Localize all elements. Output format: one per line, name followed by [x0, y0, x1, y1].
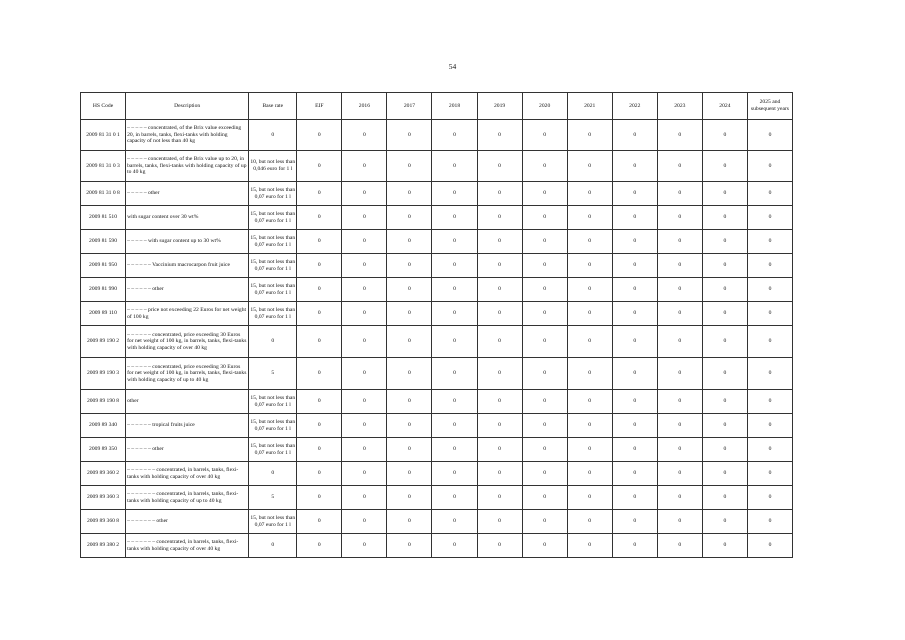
rate-cell: 0 — [657, 230, 702, 254]
rate-cell: 0 — [342, 182, 387, 206]
rate-cell: 0 — [477, 534, 522, 558]
rate-cell: 0 — [522, 278, 567, 302]
rate-cell: 0 — [387, 534, 432, 558]
rate-cell: 0 — [387, 486, 432, 510]
table-row — [81, 438, 793, 462]
table-row — [81, 151, 793, 182]
rate-cell: 0 — [612, 486, 657, 510]
rate-cell: 0 — [657, 254, 702, 278]
rate-cell: 0 — [657, 462, 702, 486]
rate-cell: 0 — [747, 254, 792, 278]
description-cell: other — [126, 390, 249, 414]
table-row — [81, 326, 793, 358]
rate-cell: 0 — [477, 302, 522, 326]
rate-cell: 0 — [387, 302, 432, 326]
rate-cell: 0 — [747, 206, 792, 230]
rate-cell: 0 — [747, 182, 792, 206]
rate-cell: 0 — [657, 414, 702, 438]
rate-cell: 0 — [702, 438, 747, 462]
rate-cell: 0 — [522, 230, 567, 254]
rate-cell: 0 — [297, 278, 342, 302]
rate-cell: 0 — [612, 326, 657, 358]
rate-cell: 0 — [432, 462, 477, 486]
rate-cell: 0 — [522, 206, 567, 230]
rate-cell: 0 — [477, 462, 522, 486]
rate-cell: 0 — [657, 206, 702, 230]
hs-code-cell: 2009 81 31 0 1 — [81, 120, 126, 151]
rate-cell: 0 — [342, 151, 387, 182]
rate-cell: 0 — [432, 182, 477, 206]
rate-cell: 0 — [612, 414, 657, 438]
rate-cell: 0 — [567, 462, 612, 486]
rate-cell: 0 — [387, 462, 432, 486]
column-header: HS Code — [81, 93, 126, 120]
rate-cell: 0 — [567, 120, 612, 151]
rate-cell: 0 — [477, 390, 522, 414]
rate-cell: 0 — [567, 358, 612, 390]
rate-cell: 0 — [567, 230, 612, 254]
rate-cell: 0 — [612, 206, 657, 230]
rate-cell: 0 — [342, 120, 387, 151]
rate-cell: 0 — [297, 302, 342, 326]
column-header: 2025 and subsequent years — [747, 93, 792, 120]
rate-cell: 0 — [702, 230, 747, 254]
rate-cell: 0 — [297, 510, 342, 534]
rate-cell: 0 — [432, 254, 477, 278]
table-row — [81, 414, 793, 438]
rate-cell: 0 — [387, 254, 432, 278]
hs-code-cell: 2009 81 590 — [81, 230, 126, 254]
description-cell: – – – – – – – concentrated, in barrels, tanks, flexi-tanks with holding capacity of over 40 kg — [126, 534, 249, 558]
rate-cell: 0 — [612, 120, 657, 151]
rate-cell: 0 — [522, 510, 567, 534]
rate-cell: 0 — [342, 302, 387, 326]
rate-cell: 0 — [702, 254, 747, 278]
rate-cell: 0 — [567, 438, 612, 462]
base-rate-cell: 15, but not less than 0,07 euro for 1 l — [249, 230, 297, 254]
base-rate-cell: 0 — [249, 326, 297, 358]
base-rate-cell: 15, but not less than 0,07 euro for 1 l — [249, 278, 297, 302]
hs-code-cell: 2009 89 190 2 — [81, 326, 126, 358]
table-row — [81, 486, 793, 510]
rate-cell: 0 — [297, 120, 342, 151]
description-cell: – – – – – concentrated, of the Brix value up to 20, in barrels, tanks, flexi-tanks with holding capacity of up to 40 kg — [126, 151, 249, 182]
table-row — [81, 230, 793, 254]
rate-cell: 0 — [747, 534, 792, 558]
description-cell: – – – – – – other — [126, 278, 249, 302]
rate-cell: 0 — [432, 230, 477, 254]
rate-cell: 0 — [297, 151, 342, 182]
rate-cell: 0 — [477, 358, 522, 390]
rate-cell: 0 — [612, 230, 657, 254]
rate-cell: 0 — [477, 230, 522, 254]
rate-cell: 0 — [432, 302, 477, 326]
rate-cell: 0 — [657, 182, 702, 206]
rate-cell: 0 — [747, 390, 792, 414]
rate-cell: 0 — [657, 438, 702, 462]
column-header: 2019 — [477, 93, 522, 120]
column-header: 2018 — [432, 93, 477, 120]
rate-cell: 0 — [522, 182, 567, 206]
rate-cell: 0 — [567, 302, 612, 326]
rate-cell: 0 — [657, 302, 702, 326]
table-row — [81, 462, 793, 486]
rate-cell: 0 — [297, 206, 342, 230]
description-cell: – – – – – – – concentrated, in barrels, tanks, flexi-tanks with holding capacity of up to 40 kg — [126, 486, 249, 510]
rate-cell: 0 — [297, 486, 342, 510]
description-cell: – – – – – – other — [126, 438, 249, 462]
rate-cell: 0 — [612, 254, 657, 278]
rate-cell: 0 — [477, 254, 522, 278]
rate-cell: 0 — [702, 486, 747, 510]
rate-cell: 0 — [342, 278, 387, 302]
rate-cell: 0 — [297, 390, 342, 414]
column-header: 2021 — [567, 93, 612, 120]
rate-cell: 0 — [747, 462, 792, 486]
rate-cell: 0 — [387, 414, 432, 438]
rate-cell: 0 — [747, 510, 792, 534]
description-cell: with sugar content over 30 wt% — [126, 206, 249, 230]
rate-cell: 0 — [702, 462, 747, 486]
description-cell: – – – – – other — [126, 182, 249, 206]
rate-cell: 0 — [522, 414, 567, 438]
rate-cell: 0 — [612, 151, 657, 182]
base-rate-cell: 15, but not less than 0,07 euro for 1 l — [249, 414, 297, 438]
hs-code-cell: 2009 89 360 3 — [81, 486, 126, 510]
table-row — [81, 390, 793, 414]
column-header: 2020 — [522, 93, 567, 120]
rate-cell: 0 — [522, 390, 567, 414]
hs-code-cell: 2009 81 950 — [81, 254, 126, 278]
rate-cell: 0 — [342, 510, 387, 534]
rate-cell: 0 — [567, 390, 612, 414]
description-cell: – – – – – – Vaccinium macrocarpon fruit juice — [126, 254, 249, 278]
base-rate-cell: 0 — [249, 534, 297, 558]
rate-cell: 0 — [432, 486, 477, 510]
rate-cell: 0 — [657, 358, 702, 390]
rate-cell: 0 — [612, 182, 657, 206]
rate-cell: 0 — [432, 120, 477, 151]
page-number: 54 — [448, 62, 457, 71]
hs-code-cell: 2009 81 990 — [81, 278, 126, 302]
rate-cell: 0 — [522, 120, 567, 151]
rate-cell: 0 — [747, 230, 792, 254]
base-rate-cell: 5 — [249, 486, 297, 510]
base-rate-cell: 15, but not less than 0,07 euro for 1 l — [249, 302, 297, 326]
rate-cell: 0 — [477, 510, 522, 534]
rate-cell: 0 — [612, 278, 657, 302]
column-header: Base rate — [249, 93, 297, 120]
rate-cell: 0 — [747, 326, 792, 358]
description-cell: – – – – – price not exceeding 22 Euros for net weight of 100 kg — [126, 302, 249, 326]
base-rate-cell: 15, but not less than 0,07 euro for 1 l — [249, 206, 297, 230]
rate-cell: 0 — [747, 151, 792, 182]
rate-cell: 0 — [297, 230, 342, 254]
table-row — [81, 358, 793, 390]
rate-cell: 0 — [342, 390, 387, 414]
rate-cell: 0 — [612, 358, 657, 390]
hs-code-cell: 2009 89 340 — [81, 414, 126, 438]
rate-cell: 0 — [432, 510, 477, 534]
rate-cell: 0 — [747, 414, 792, 438]
column-header: 2022 — [612, 93, 657, 120]
description-cell: – – – – – – tropical fruits juice — [126, 414, 249, 438]
column-header: EIF — [297, 93, 342, 120]
base-rate-cell: 15, but not less than 0,07 euro for 1 l — [249, 390, 297, 414]
rate-cell: 0 — [747, 358, 792, 390]
rate-cell: 0 — [432, 151, 477, 182]
rate-cell: 0 — [342, 326, 387, 358]
table-row — [81, 278, 793, 302]
rate-cell: 0 — [522, 462, 567, 486]
rate-cell: 0 — [522, 302, 567, 326]
rate-cell: 0 — [297, 414, 342, 438]
description-cell: – – – – – with sugar content up to 30 wt% — [126, 230, 249, 254]
description-cell: – – – – – concentrated, of the Brix value exceeding 20, in barrels, tanks, flexi-tanks with holding capacity of not less than 40 kg — [126, 120, 249, 151]
rate-cell: 0 — [432, 358, 477, 390]
rate-cell: 0 — [432, 390, 477, 414]
rate-cell: 0 — [612, 438, 657, 462]
rate-cell: 0 — [387, 230, 432, 254]
column-header: 2016 — [342, 93, 387, 120]
rate-cell: 0 — [432, 438, 477, 462]
column-header: 2023 — [657, 93, 702, 120]
base-rate-cell: 15, but not less than 0,07 euro for 1 l — [249, 510, 297, 534]
base-rate-cell: 15, but not less than 0,07 euro for 1 l — [249, 182, 297, 206]
rate-cell: 0 — [612, 510, 657, 534]
rate-cell: 0 — [702, 278, 747, 302]
rate-cell: 0 — [387, 278, 432, 302]
rate-cell: 0 — [342, 206, 387, 230]
rate-cell: 0 — [567, 414, 612, 438]
rate-cell: 0 — [477, 326, 522, 358]
rate-cell: 0 — [477, 438, 522, 462]
rate-cell: 0 — [387, 326, 432, 358]
base-rate-cell: 10, but not less than 0,046 euro for 1 l — [249, 151, 297, 182]
rate-cell: 0 — [522, 151, 567, 182]
rate-cell: 0 — [702, 120, 747, 151]
rate-cell: 0 — [522, 486, 567, 510]
rate-cell: 0 — [522, 358, 567, 390]
hs-code-cell: 2009 89 110 — [81, 302, 126, 326]
rate-cell: 0 — [297, 438, 342, 462]
rate-cell: 0 — [432, 534, 477, 558]
rate-cell: 0 — [522, 254, 567, 278]
hs-code-cell: 2009 89 190 3 — [81, 358, 126, 390]
rate-cell: 0 — [612, 390, 657, 414]
rate-cell: 0 — [297, 182, 342, 206]
hs-code-cell: 2009 81 510 — [81, 206, 126, 230]
description-cell: – – – – – – – other — [126, 510, 249, 534]
rate-cell: 0 — [702, 510, 747, 534]
base-rate-cell: 15, but not less than 0,07 euro for 1 l — [249, 438, 297, 462]
rate-cell: 0 — [702, 151, 747, 182]
hs-code-cell: 2009 81 31 0 3 — [81, 151, 126, 182]
description-cell: – – – – – – concentrated, price exceeding 30 Euros for net weight of 100 kg, in barrels, tanks, flexi-tanks with holding capacity of over 40 kg — [126, 326, 249, 358]
rate-cell: 0 — [342, 230, 387, 254]
rate-cell: 0 — [702, 414, 747, 438]
rate-cell: 0 — [297, 326, 342, 358]
rate-cell: 0 — [297, 462, 342, 486]
table-row — [81, 182, 793, 206]
rate-cell: 0 — [567, 534, 612, 558]
hs-code-cell: 2009 89 360 8 — [81, 510, 126, 534]
rate-cell: 0 — [297, 254, 342, 278]
rate-cell: 0 — [657, 510, 702, 534]
rate-cell: 0 — [747, 302, 792, 326]
rate-cell: 0 — [702, 358, 747, 390]
table-row — [81, 510, 793, 534]
rate-cell: 0 — [567, 278, 612, 302]
rate-cell: 0 — [657, 534, 702, 558]
rate-cell: 0 — [657, 278, 702, 302]
rate-cell: 0 — [567, 254, 612, 278]
hs-code-cell: 2009 81 31 0 8 — [81, 182, 126, 206]
tariff-table — [80, 92, 793, 558]
table-body — [81, 120, 793, 558]
rate-cell: 0 — [612, 462, 657, 486]
rate-cell: 0 — [657, 390, 702, 414]
rate-cell: 0 — [387, 206, 432, 230]
column-header: Description — [126, 93, 249, 120]
rate-cell: 0 — [522, 534, 567, 558]
rate-cell: 0 — [657, 486, 702, 510]
rate-cell: 0 — [342, 438, 387, 462]
rate-cell: 0 — [657, 326, 702, 358]
rate-cell: 0 — [477, 182, 522, 206]
rate-cell: 0 — [567, 206, 612, 230]
description-cell: – – – – – – – concentrated, in barrels, tanks, flexi-tanks with holding capacity of over 40 kg — [126, 462, 249, 486]
rate-cell: 0 — [387, 390, 432, 414]
rate-cell: 0 — [657, 120, 702, 151]
rate-cell: 0 — [702, 302, 747, 326]
table-row — [81, 254, 793, 278]
hs-code-cell: 2009 89 190 8 — [81, 390, 126, 414]
rate-cell: 0 — [342, 534, 387, 558]
rate-cell: 0 — [297, 358, 342, 390]
rate-cell: 0 — [342, 462, 387, 486]
rate-cell: 0 — [747, 120, 792, 151]
rate-cell: 0 — [387, 510, 432, 534]
rate-cell: 0 — [387, 438, 432, 462]
rate-cell: 0 — [342, 358, 387, 390]
rate-cell: 0 — [342, 486, 387, 510]
rate-cell: 0 — [477, 206, 522, 230]
rate-cell: 0 — [702, 390, 747, 414]
rate-cell: 0 — [657, 151, 702, 182]
rate-cell: 0 — [567, 182, 612, 206]
rate-cell: 0 — [612, 534, 657, 558]
rate-cell: 0 — [342, 254, 387, 278]
rate-cell: 0 — [432, 414, 477, 438]
column-header: 2024 — [702, 93, 747, 120]
rate-cell: 0 — [522, 438, 567, 462]
rate-cell: 0 — [477, 414, 522, 438]
rate-cell: 0 — [387, 358, 432, 390]
rate-cell: 0 — [387, 182, 432, 206]
rate-cell: 0 — [747, 486, 792, 510]
rate-cell: 0 — [432, 278, 477, 302]
rate-cell: 0 — [297, 534, 342, 558]
rate-cell: 0 — [477, 486, 522, 510]
hs-code-cell: 2009 89 380 2 — [81, 534, 126, 558]
rate-cell: 0 — [477, 278, 522, 302]
rate-cell: 0 — [567, 151, 612, 182]
table-row — [81, 206, 793, 230]
rate-cell: 0 — [702, 206, 747, 230]
header-row — [81, 93, 793, 120]
rate-cell: 0 — [567, 486, 612, 510]
rate-cell: 0 — [612, 302, 657, 326]
rate-cell: 0 — [387, 120, 432, 151]
hs-code-cell: 2009 89 350 — [81, 438, 126, 462]
base-rate-cell: 15, but not less than 0,07 euro for 1 l — [249, 254, 297, 278]
rate-cell: 0 — [747, 438, 792, 462]
base-rate-cell: 0 — [249, 462, 297, 486]
base-rate-cell: 0 — [249, 120, 297, 151]
rate-cell: 0 — [477, 120, 522, 151]
rate-cell: 0 — [387, 151, 432, 182]
rate-cell: 0 — [432, 326, 477, 358]
hs-code-cell: 2009 89 360 2 — [81, 462, 126, 486]
rate-cell: 0 — [567, 510, 612, 534]
rate-cell: 0 — [567, 326, 612, 358]
rate-cell: 0 — [702, 326, 747, 358]
base-rate-cell: 5 — [249, 358, 297, 390]
rate-cell: 0 — [432, 206, 477, 230]
description-cell: – – – – – – concentrated, price exceeding 30 Euros for net weight of 100 kg, in barrels, tanks, flexi-tanks with holding capacity of up to 40 kg — [126, 358, 249, 390]
rate-cell: 0 — [477, 151, 522, 182]
rate-cell: 0 — [522, 326, 567, 358]
table-row — [81, 120, 793, 151]
column-header: 2017 — [387, 93, 432, 120]
rate-cell: 0 — [702, 534, 747, 558]
table-row — [81, 302, 793, 326]
rate-cell: 0 — [747, 278, 792, 302]
rate-cell: 0 — [342, 414, 387, 438]
rate-cell: 0 — [702, 182, 747, 206]
table-row — [81, 534, 793, 558]
